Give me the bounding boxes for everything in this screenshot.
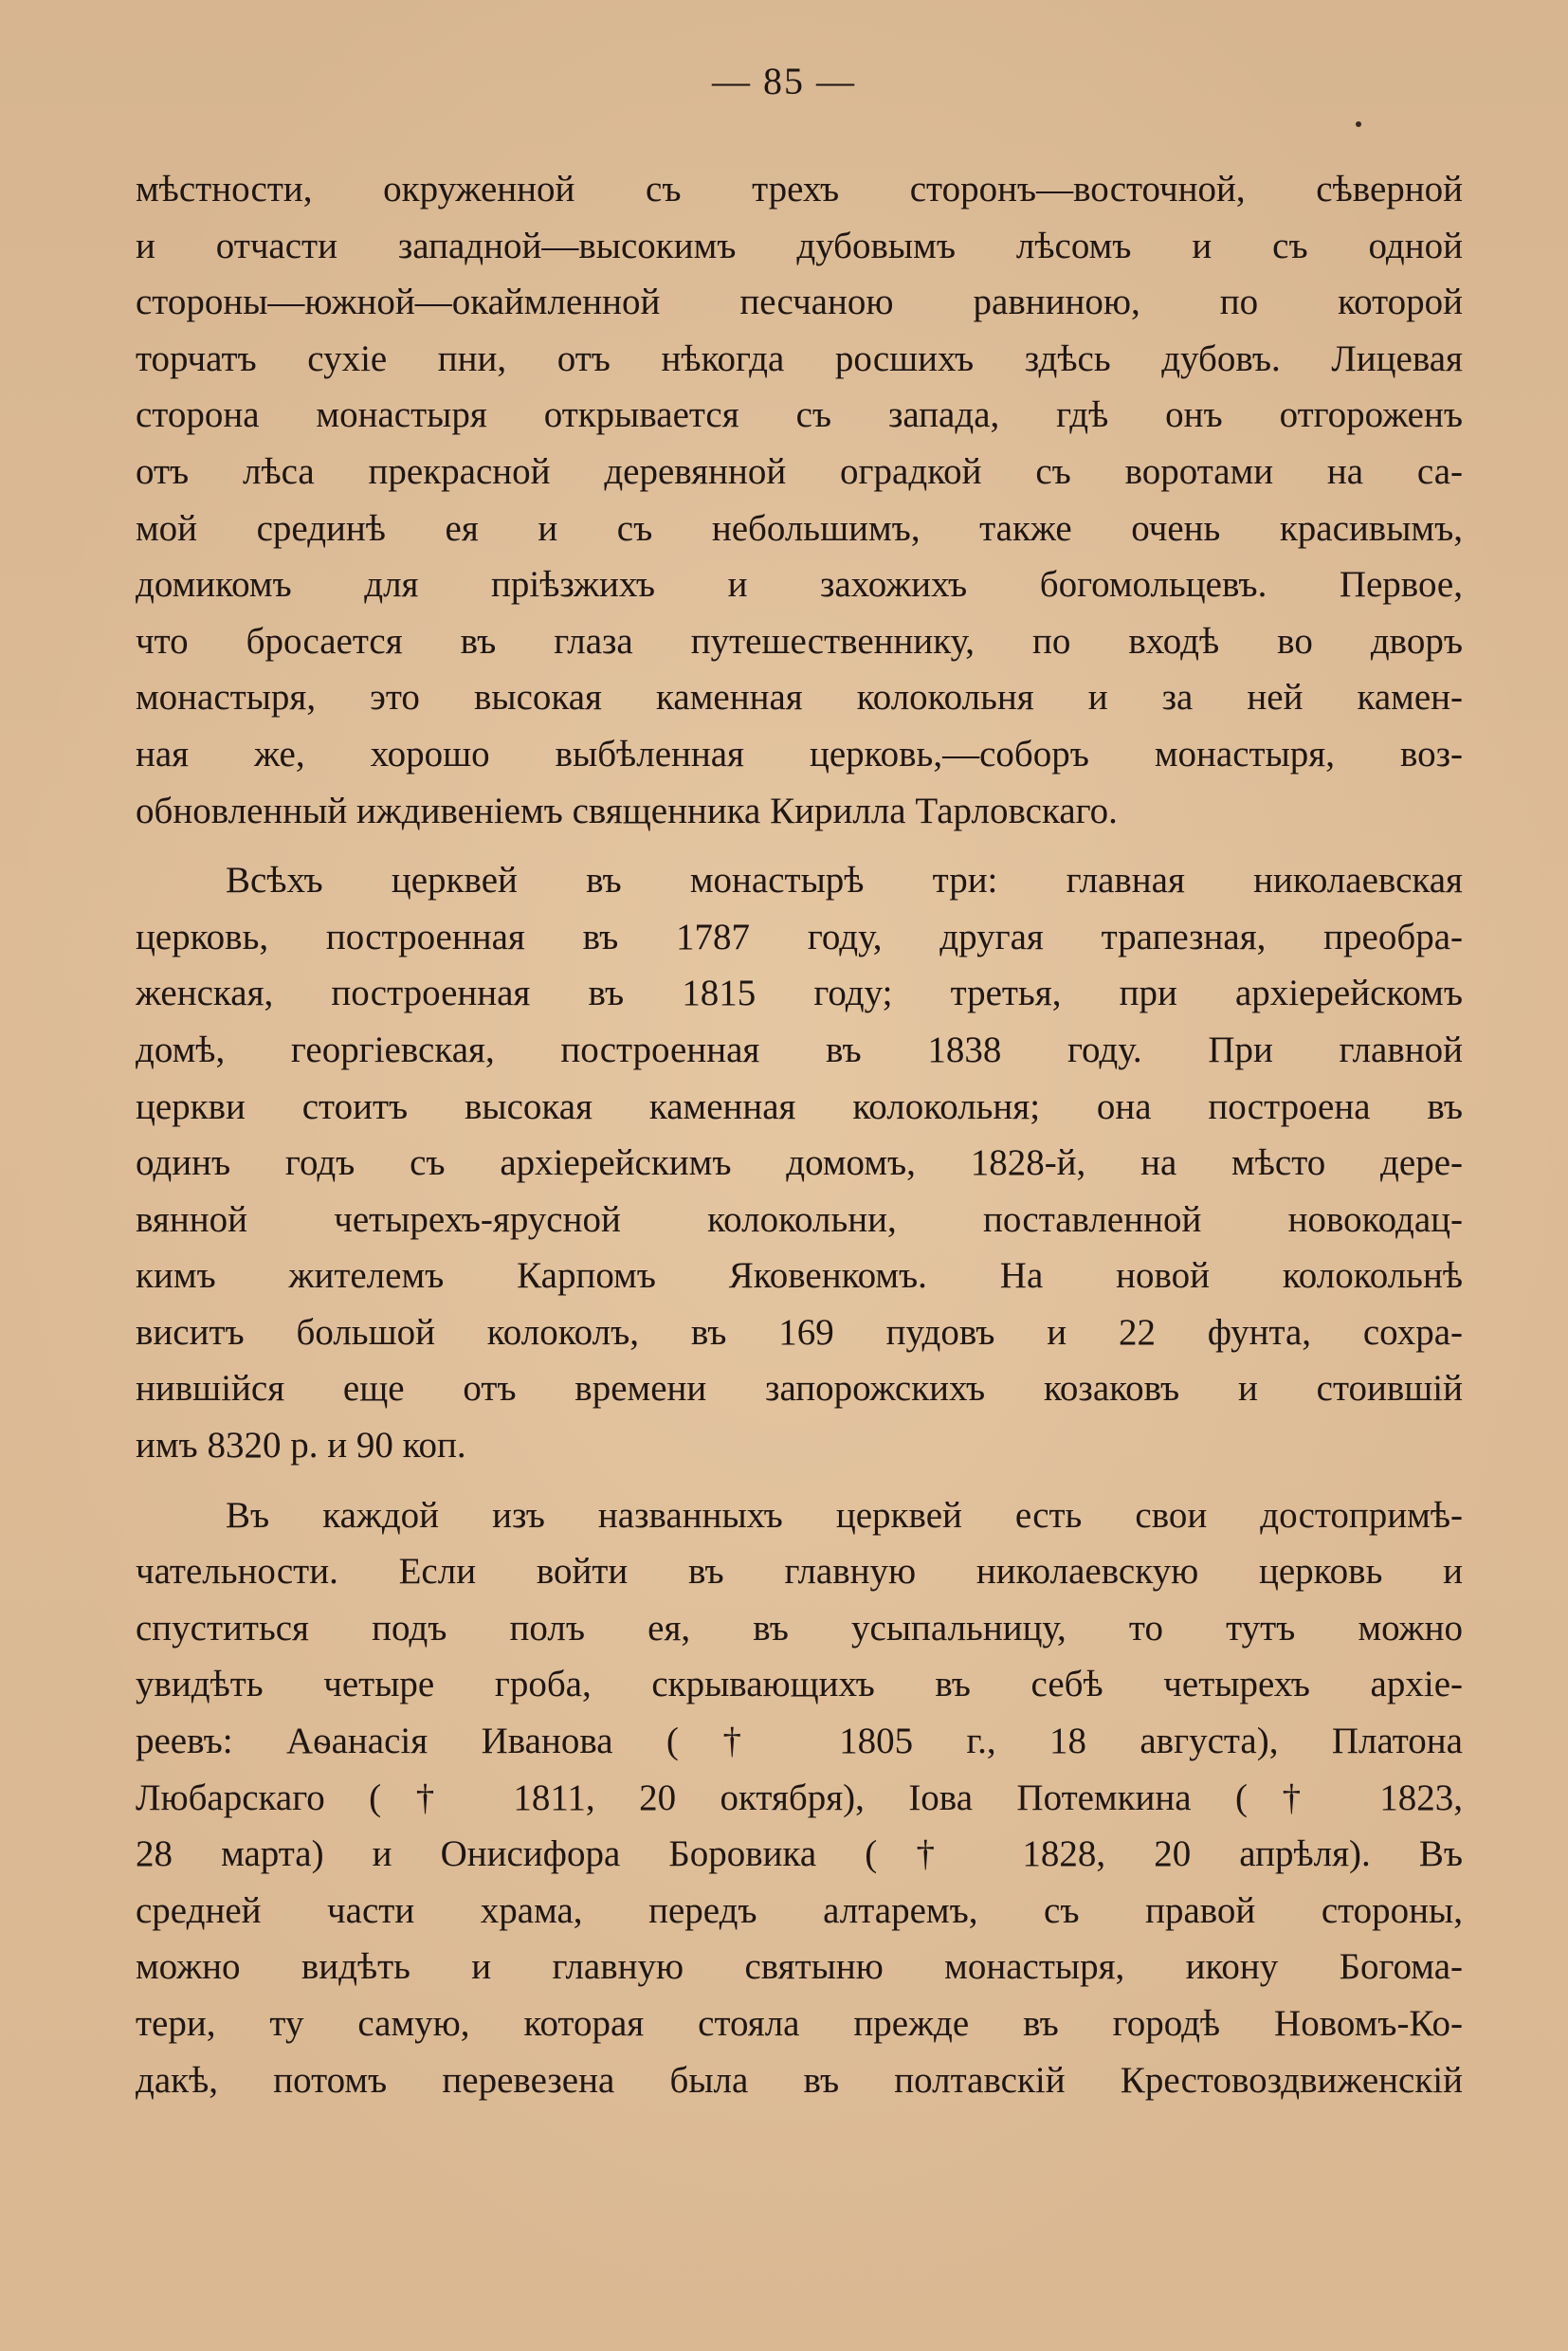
text-line: кимъ жителемъ Карпомъ Яковенкомъ. На новой колокольнѣ [136,1255,1463,1297]
text-line: Въ каждой изъ названныхъ церквей есть свои достопримѣ- [226,1494,1463,1536]
text-line: Любарскаго († 1811, 20 октября), Іова Потемкина († 1823, [136,1777,1463,1818]
text-line: спуститься подъ полъ ея, въ усыпальницу, то тутъ можно [136,1607,1463,1649]
paragraph-2 [136,852,1463,1474]
text-line: монастыря, это высокая каменная колокольня и за ней камен- [136,677,1463,719]
text-line: что бросается въ глаза путешественнику, по входѣ во дворъ [136,620,1463,662]
text-line: церкви стоитъ высокая каменная колокольня; она построена въ [136,1085,1463,1127]
text-line: мой срединѣ ея и съ небольшимъ, также очень красивымъ, [136,507,1463,549]
text-line: стороны—южной—окаймленной песчаною равниною, по которой [136,282,1463,323]
text-line: отъ лѣса прекрасной деревянной оградкой съ воротами на са- [136,450,1463,492]
text-line: чательности. Если войти въ главную николаевскую церковь и [136,1551,1463,1593]
text-line: тери, ту самую, которая стояла прежде въ городѣ Новомъ-Ко- [136,2003,1463,2044]
text-line: увидѣть четыре гроба, скрывающихъ въ себѣ четырехъ архіе- [136,1664,1463,1705]
text-line: женская, построенная въ 1815 году; третья, при архіерейскомъ [136,973,1463,1014]
text-line: нившійся еще отъ времени запорожскихъ козаковъ и стоившій [136,1368,1463,1410]
text-line: домѣ, георгіевская, построенная въ 1838 году. При главной [136,1029,1463,1070]
text-line: Всѣхъ церквей въ монастырѣ три: главная николаевская [226,860,1463,902]
paragraph-3 [136,1487,1463,2109]
text-line: средней части храма, передъ алтаремъ, съ правой стороны, [136,1889,1463,1931]
text-line: дакѣ, потомъ перевезена была въ полтавскій Крестовоздвиженскій [136,2059,1463,2101]
ink-speck [1356,121,1361,127]
page-number: — 85 — [712,60,856,102]
text-line: сторона монастыря открывается съ запада, гдѣ онъ отгороженъ [136,394,1463,436]
text-line: ная же, хорошо выбѣленная церковь,—соборъ монастыря, воз- [136,733,1463,775]
text-line: вянной четырехъ-ярусной колокольни, поставленной новокодац- [136,1198,1463,1240]
text-line: имъ 8320 р. и 90 коп. [136,1425,466,1467]
paragraph-1 [136,161,1463,839]
body-text [136,161,1463,2108]
text-line: 28 марта) и Онисифора Боровика († 1828, 20 апрѣля). Въ [136,1833,1463,1875]
text-line: можно видѣть и главную святыню монастыря, икону Богома- [136,1946,1463,1988]
text-line: и отчасти западной—высокимъ дубовымъ лѣсомъ и съ одной [136,225,1463,266]
text-line: мѣстности, окруженной съ трехъ сторонъ—восточной, сѣверной [136,169,1463,210]
text-line: одинъ годъ съ архіерейскимъ домомъ, 1828-й, на мѣсто дере- [136,1142,1463,1184]
text-line: виситъ большой колоколъ, въ 169 пудовъ и 22 фунта, сохра- [136,1311,1463,1353]
text-line: обновленный иждивеніемъ священника Кирилла Тарловскаго. [136,790,1118,831]
text-line: церковь, построенная въ 1787 году, другая трапезная, преобра- [136,916,1463,957]
text-line: торчатъ сухіе пни, отъ нѣкогда росшихъ здѣсь дубовъ. Лицевая [136,337,1463,379]
text-line: реевъ: Аѳанасія Иванова († 1805 г., 18 августа), Платона [136,1721,1463,1762]
text-line: домикомъ для пріѣзжихъ и захожихъ богомольцевъ. Первое, [136,564,1463,606]
